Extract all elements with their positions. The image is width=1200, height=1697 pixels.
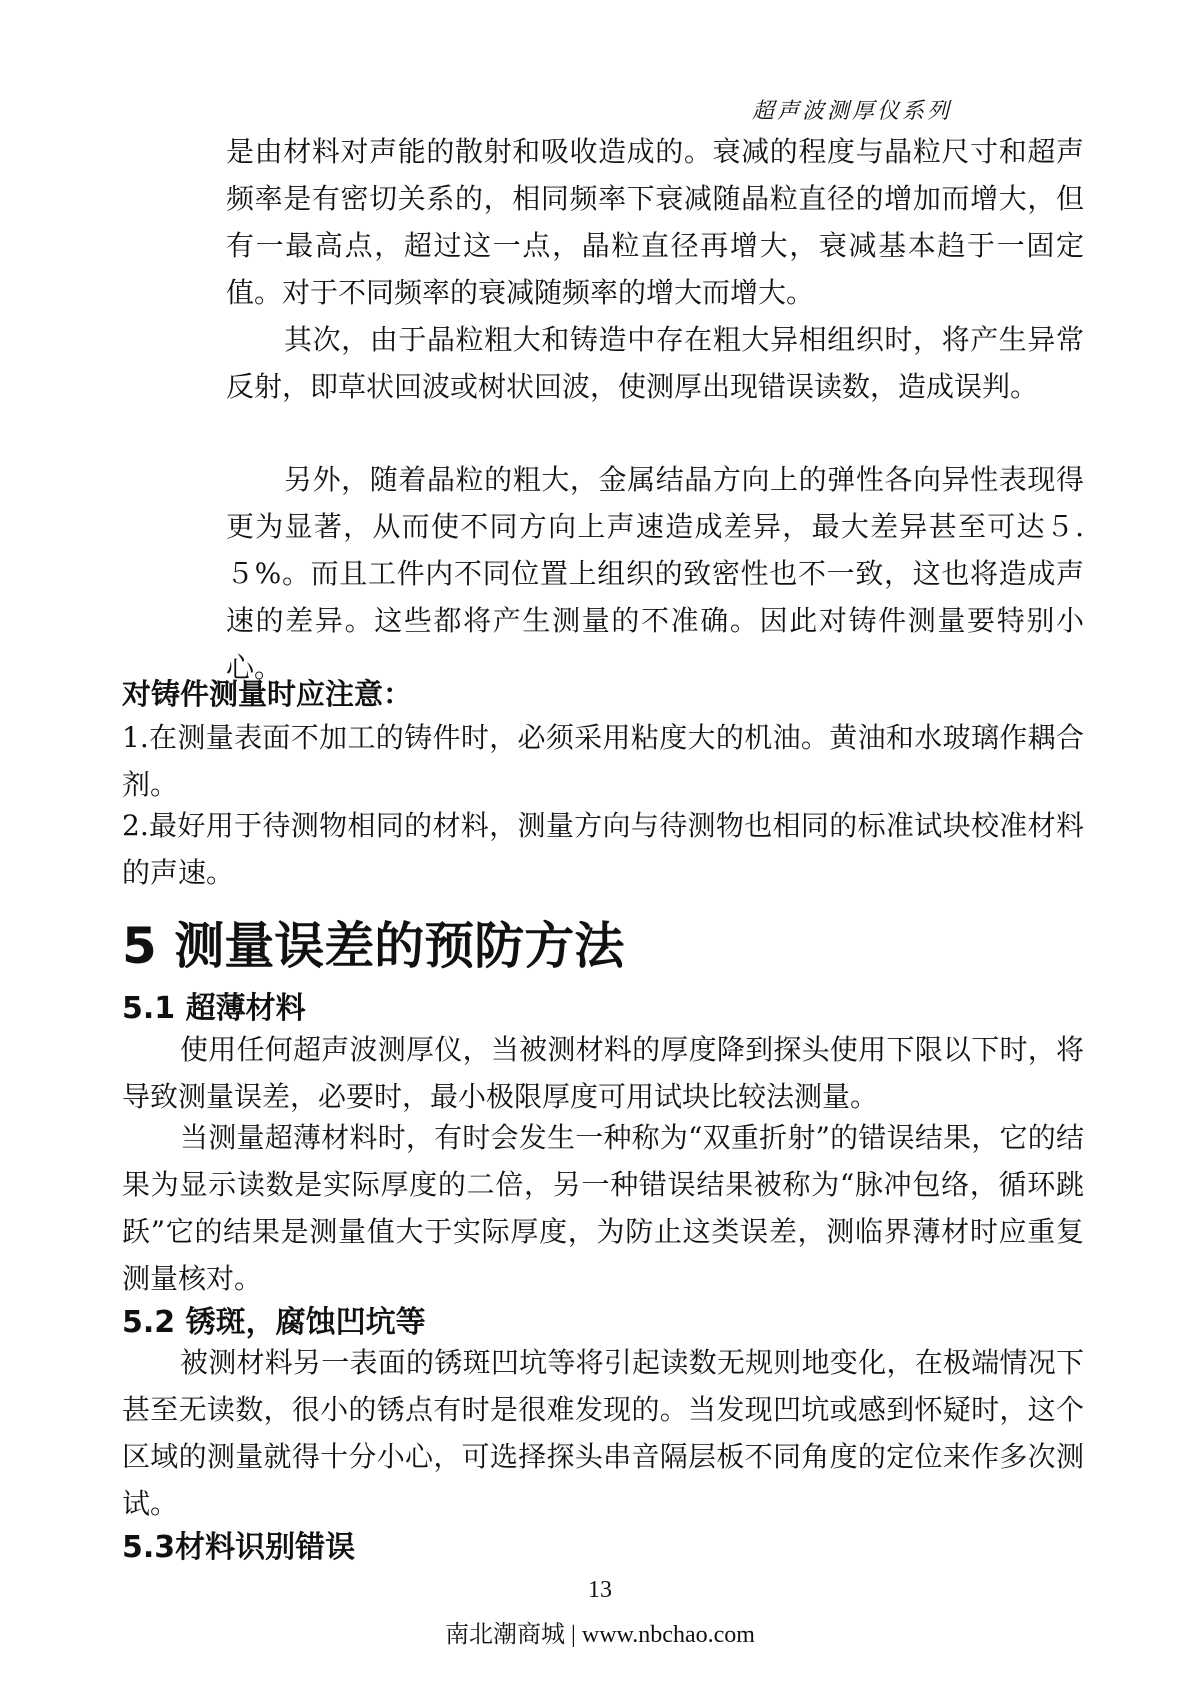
casting-note-item-2: 2.最好用于待测物相同的材料，测量方向与待测物也相同的标准试块校准材料的声速。 bbox=[122, 809, 1084, 889]
running-header: 超声波测厚仪系列 bbox=[752, 99, 953, 124]
section-5-1-title: 5.1 超薄材料 bbox=[122, 991, 306, 1026]
page-number: 13 bbox=[588, 1577, 612, 1603]
casting-note-item-1: 1.在测量表面不加工的铸件时，必须采用粘度大的机油。黄油和水玻璃作耦合剂。 bbox=[122, 721, 1084, 801]
paragraph-attenuation: 是由材料对声能的散射和吸收造成的。衰减的程度与晶粒尺寸和超声频率是有密切关系的，相同频率下衰减随晶粒直径的增加而增大，但有一最高点，超过这一点，晶粒直径再增大，衰减基本趋于一固定值。对于不同频率的衰减随频率的增大而增大。 bbox=[226, 135, 1084, 309]
paragraph-abnormal-reflection: 其次，由于晶粒粗大和铸造中存在粗大异相组织时，将产生异常反射，即草状回波或树状回波，使测厚出现错误读数，造成误判。 bbox=[226, 323, 1084, 403]
section-5-2-title: 5.2 锈斑，腐蚀凹坑等 bbox=[122, 1305, 426, 1340]
footer-site: 南北潮商城 | www.nbchao.com bbox=[445, 1622, 755, 1648]
section-5-3-title: 5.3材料识别错误 bbox=[122, 1530, 356, 1565]
section-5-1-paragraph-1: 使用任何超声波测厚仪，当被测材料的厚度降到探头使用下限以下时，将导致测量误差，必要时，最小极限厚度可用试块比较法测量。 bbox=[122, 1033, 1084, 1113]
section-5-2-paragraph-1: 被测材料另一表面的锈斑凹坑等将引起读数无规则地变化，在极端情况下甚至无读数，很小的锈点有时是很难发现的。当发现凹坑或感到怀疑时，这个区域的测量就得十分小心，可选择探头串音隔层板不同角度的定位来作多次测试。 bbox=[122, 1346, 1084, 1520]
chapter-title: 5 测量误差的预防方法 bbox=[122, 917, 625, 975]
section-5-1-paragraph-2: 当测量超薄材料时，有时会发生一种称为“双重折射”的错误结果，它的结果为显示读数是实际厚度的二倍，另一种错误结果被称为“脉冲包络，循环跳跃”它的结果是测量值大于实际厚度，为防止这类误差，测临界薄材时应重复测量核对。 bbox=[122, 1121, 1084, 1295]
casting-notes-heading: 对铸件测量时应注意： bbox=[122, 677, 413, 711]
paragraph-anisotropy: 另外，随着晶粒的粗大，金属结晶方向上的弹性各向异性表现得更为显著，从而使不同方向上声速造成差异，最大差异甚至可达５.５%。而且工件内不同位置上组织的致密性也不一致，这也将造成声速的差异。这些都将产生测量的不准确。因此对铸件测量要特别小心。 bbox=[226, 463, 1084, 684]
